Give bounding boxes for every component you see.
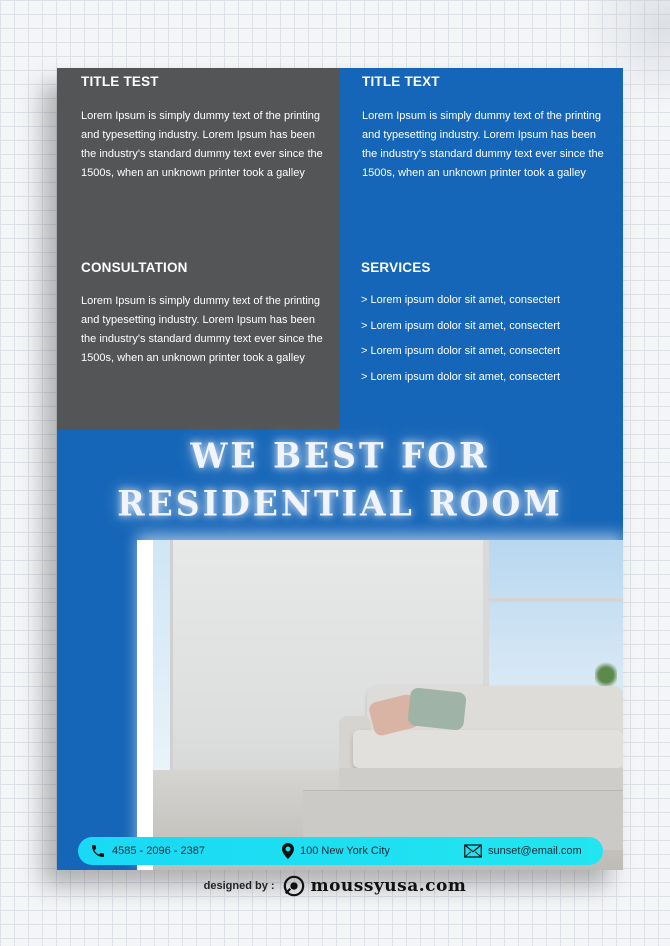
phone-icon xyxy=(90,843,106,859)
contact-address xyxy=(282,837,390,865)
contact-phone xyxy=(90,837,205,865)
email-text: sunset@email.com xyxy=(488,845,582,857)
contact-bar xyxy=(78,837,603,865)
headline xyxy=(57,432,623,529)
pillow-green xyxy=(407,687,467,731)
title-test-body: Lorem Ipsum is simply dummy text of the printing and typesetting industry. Lorem Ipsum has been the industry's standard dummy text ever since the 1500s, when an unknown printer took a galley xyxy=(81,110,323,179)
sofa-base xyxy=(339,768,623,790)
room-photo-frame xyxy=(137,540,623,870)
services-item: > Lorem ipsum dolor sit amet, consectert xyxy=(361,345,560,357)
phone-number: 4585 - 2096 - 2387 xyxy=(112,845,205,857)
services-heading: SERVICES xyxy=(361,260,431,275)
headline-line-1: WE BEST FOR xyxy=(190,434,490,476)
services-item: > Lorem ipsum dolor sit amet, consectert xyxy=(361,370,560,383)
title-text-body: Lorem Ipsum is simply dummy text of the printing and typesetting industry. Lorem Ipsum has been the industry's standard dummy text ever since the 1500s, when an unknown printer took a galley xyxy=(362,110,604,179)
footer xyxy=(0,874,670,898)
sofa-seat xyxy=(353,730,623,768)
services-list xyxy=(361,294,560,396)
brand-name: moussyusa.com xyxy=(310,876,467,896)
services-item: > Lorem ipsum dolor sit amet, consectert xyxy=(361,319,560,332)
title-text-heading: TITLE TEXT xyxy=(362,74,440,89)
designed-by-label: designed by : xyxy=(203,880,275,892)
address-text: 100 New York City xyxy=(300,845,390,857)
consultation-heading: CONSULTATION xyxy=(81,260,188,275)
mail-icon xyxy=(464,844,482,858)
services-item: > Lorem ipsum dolor sit amet, consectert xyxy=(361,294,560,306)
logo-icon xyxy=(283,875,305,897)
contact-email xyxy=(464,837,582,865)
location-pin-icon xyxy=(282,843,294,859)
consultation-body: Lorem Ipsum is simply dummy text of the printing and typesetting industry. Lorem Ipsum has been the industry's standard dummy text ever since the 1500s, when an unknown printer took a galley xyxy=(81,295,323,364)
room-photo xyxy=(153,540,623,870)
title-test-heading: TITLE TEST xyxy=(81,74,159,89)
flyer xyxy=(57,68,623,870)
headline-line-2: RESIDENTIAL ROOM xyxy=(117,483,563,525)
window-left xyxy=(153,540,173,770)
